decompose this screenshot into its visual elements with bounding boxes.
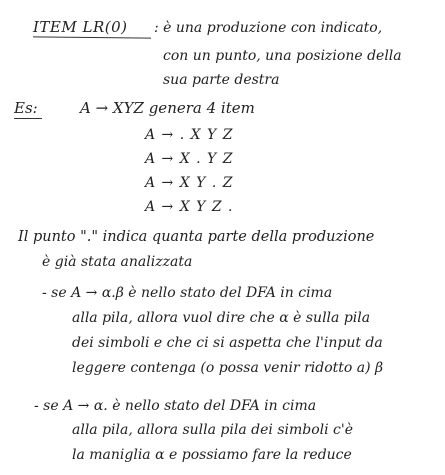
bullet-2-line: - se A → α. è nello stato del DFA in cima [34, 398, 317, 414]
bullet-1-line: - se A → α.β è nello stato del DFA in cima [42, 285, 333, 301]
definition-line-3: sua parte destra [163, 72, 280, 88]
bullet-1-line: alla pila, allora vuol dire che α è sulla pila [72, 310, 371, 326]
section-title: ITEM LR(0) [33, 18, 128, 36]
title-underline [33, 36, 151, 38]
definition-line-1: : è una produzione con indicato, [154, 20, 383, 36]
lr-item: A → X Y Z . [145, 199, 234, 215]
bullet-2-line: la maniglia α e possiamo fare la reduce [72, 447, 352, 463]
explanation-line-2: è già stata analizzata [42, 254, 193, 270]
explanation-line-1: Il punto "." indica quanta parte della produzione [18, 229, 375, 245]
lr-item: A → X Y . Z [145, 175, 234, 191]
example-label-underline [14, 118, 42, 119]
bullet-1-line: leggere contenga (o possa venir ridotto a) β [72, 360, 384, 376]
bullet-2-line: alla pila, allora sulla pila dei simboli c'è [72, 422, 354, 438]
definition-line-2: con un punto, una posizione della [163, 48, 402, 64]
bullet-1-line: dei simboli e che ci si aspetta che l'input da [72, 335, 383, 351]
lr-item: A → . X Y Z [145, 127, 234, 143]
example-text: A → XYZ genera 4 item [80, 99, 255, 117]
lr-item: A → X . Y Z [145, 151, 234, 167]
example-label: Es: [14, 99, 38, 117]
